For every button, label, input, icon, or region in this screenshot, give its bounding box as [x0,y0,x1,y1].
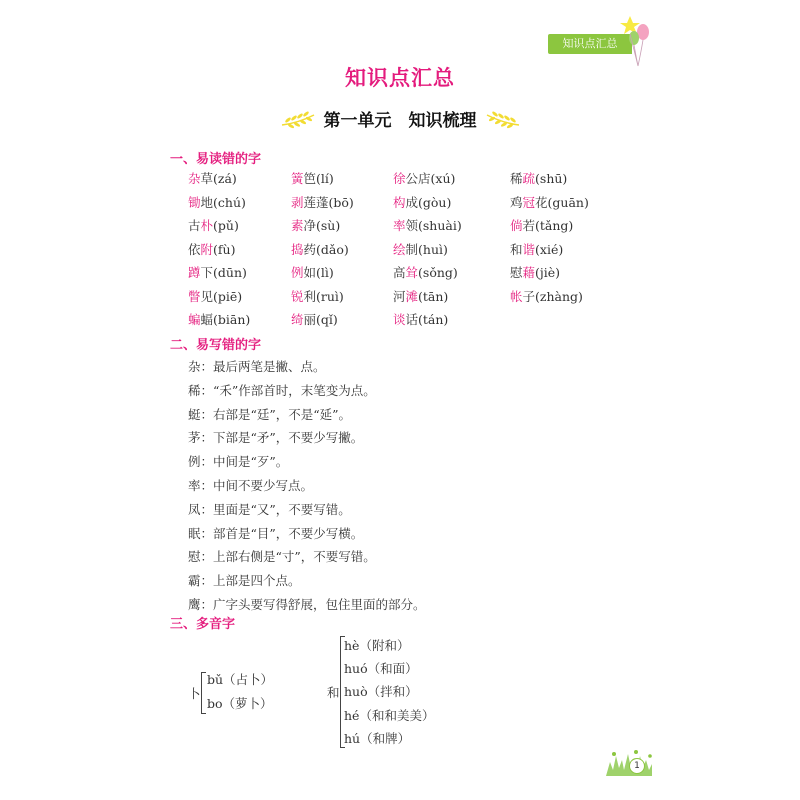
highlighted-char: 蝙 [188,312,201,327]
highlighted-char: 锐 [291,288,304,304]
word-plain: 依 [188,241,201,257]
word-rest: 药(dǎo) [303,241,349,257]
word-rest: (shū) [535,171,568,186]
misread-word [291,287,344,305]
word-rest: 领(shuài) [405,218,462,233]
misread-word [510,263,560,281]
misread-word [188,310,250,328]
highlighted-char: 冠 [522,194,536,210]
miswritten-note: 眠：部首是“目”，不要少写横。 [188,525,364,541]
misread-word [291,193,354,211]
misread-word [393,310,448,328]
miswritten-note: 例：中间是“歹”。 [188,454,289,470]
word-rest: 话(tán) [405,312,449,327]
word-plain: 河 [393,288,406,304]
highlighted-char: 杂 [188,171,201,186]
misread-row [188,263,608,287]
highlighted-char: 朴 [200,218,214,233]
section-heading-misread: 一、易读错的字 [170,152,262,167]
page-title: 知识点汇总 [345,66,455,90]
highlighted-char: 蹲 [188,265,201,280]
word-rest: 子(zhàng) [522,288,583,304]
word-rest: 地(chú) [200,194,246,210]
word-rest: (pǔ) [213,218,239,233]
word-rest: 下(dūn) [200,265,247,280]
polyphone-reading: huò（拌和） [344,684,418,699]
highlighted-char: 构 [393,194,406,210]
misread-word [188,169,237,187]
word-plain: 古 [188,218,201,233]
grass-icon [606,746,652,776]
unit-header [0,106,800,131]
misread-word [393,193,451,211]
section-heading-miswritten: 二、易写错的字 [170,338,262,353]
word-rest: 如(lì) [303,265,334,280]
highlighted-char: 瞥 [188,288,201,304]
balloon-icon [616,12,660,68]
word-rest: (fù) [213,241,236,257]
word-rest: 蝠(biān) [200,312,251,327]
miswritten-note: 慰：上部右侧是“寸”，不要写错。 [188,549,376,565]
word-rest: 花(guān) [535,194,589,210]
highlighted-char: 疏 [522,171,536,186]
unit-title: 第一单元 知识梳理 [323,111,477,131]
polyphone-reading: bǔ（占卜） [207,672,274,687]
word-rest: 莲蓬(bō) [303,194,354,210]
highlighted-char: 谐 [522,241,536,257]
word-rest: 成(gòu) [405,194,452,210]
word-rest: 见(piē) [200,288,243,304]
highlighted-char: 锄 [188,194,201,210]
misread-row [188,216,608,240]
highlighted-char: 倘 [510,218,523,233]
highlighted-char: 率 [393,218,406,233]
word-plain: 鸡 [510,194,523,210]
word-plain: 稀 [510,171,523,186]
misread-word [188,216,239,234]
highlighted-char: 绮 [291,312,304,327]
miswritten-note: 霸：上部是四个点。 [188,573,301,589]
word-rest: 草(zá) [200,171,237,186]
miswritten-note: 鹰：广字头要写得舒展，包住里面的部分。 [188,596,426,612]
misread-word [510,193,589,211]
word-rest: 净(sù) [303,218,341,233]
polyphone-reading: hú（和牌） [344,731,411,746]
misread-word [510,287,583,305]
highlighted-char: 捣 [291,241,304,257]
misread-word [510,216,573,234]
highlighted-char: 耸 [405,265,419,280]
word-rest: 制(huì) [405,241,448,257]
misread-word [510,240,563,258]
polyphone-char-bu: 卜 [188,686,201,701]
highlighted-char: 藉 [522,265,536,280]
misread-word [188,287,242,305]
word-rest: 公店(xú) [405,171,456,186]
misread-word [291,263,334,281]
misread-grid [188,169,608,334]
miswritten-note: 茅：下部是“矛”，不要少写撇。 [188,430,364,446]
word-plain: 和 [510,241,523,257]
header-tag: 知识点汇总 [548,34,632,54]
misread-word [393,169,455,187]
word-rest: (jiè) [535,265,561,280]
polyphone-reading: huó（和面） [344,661,418,676]
word-rest: 笆(lí) [303,171,334,186]
misread-row [188,240,608,264]
misread-word [188,263,247,281]
highlighted-char: 剥 [291,194,304,210]
misread-row [188,310,608,334]
wheat-icon [280,109,316,129]
misread-word [188,240,235,258]
misread-word [510,169,567,187]
polyphone-char-he: 和 [327,685,340,700]
word-plain: 高 [393,265,406,280]
word-rest: (xié) [535,241,564,257]
word-rest: 利(ruì) [303,288,344,304]
highlighted-char: 徐 [393,171,406,186]
highlighted-char: 帐 [510,288,523,304]
word-rest: (tān) [418,288,449,304]
misread-word [188,193,246,211]
highlighted-char: 附 [200,241,214,257]
misread-row [188,287,608,311]
miswritten-note: 蜓：右部是“廷”，不是“延”。 [188,406,352,422]
section-heading-polyphones: 三、多音字 [170,617,236,632]
word-rest: 若(tǎng) [522,218,574,233]
page-number: 1 [629,758,645,774]
highlighted-char: 素 [291,218,304,233]
miswritten-note: 杂：最后两笔是撇、点。 [188,359,326,374]
misread-word [291,240,349,258]
miswritten-note: 率：中间不要少写点。 [188,477,314,493]
highlighted-char: 例 [291,265,304,280]
word-plain: 慰 [510,265,523,280]
word-rest: 丽(qǐ) [303,312,338,327]
misread-word [393,287,448,305]
highlighted-char: 簧 [291,171,304,186]
polyphone-reading: bo（萝卜） [207,696,273,711]
word-rest: (sǒng) [418,265,458,280]
highlighted-char: 绘 [393,241,406,257]
polyphone-reading: hé（和和美美） [344,708,435,723]
misread-word [291,310,338,328]
misread-word [393,240,448,258]
wheat-icon [485,109,521,129]
misread-word [291,169,334,187]
miswritten-list [188,357,426,619]
misread-word [393,216,462,234]
misread-row [188,193,608,217]
miswritten-note: 稀：“禾”作部首时，末笔变为点。 [188,382,376,398]
highlighted-char: 谈 [393,312,406,327]
brace [201,672,206,714]
polyphone-reading: hè（附和） [344,638,410,653]
misread-word [393,263,458,281]
miswritten-note: 凤：里面是“又”，不要写错。 [188,501,351,517]
misread-row [188,169,608,193]
misread-word [291,216,340,234]
highlighted-char: 滩 [405,288,419,304]
